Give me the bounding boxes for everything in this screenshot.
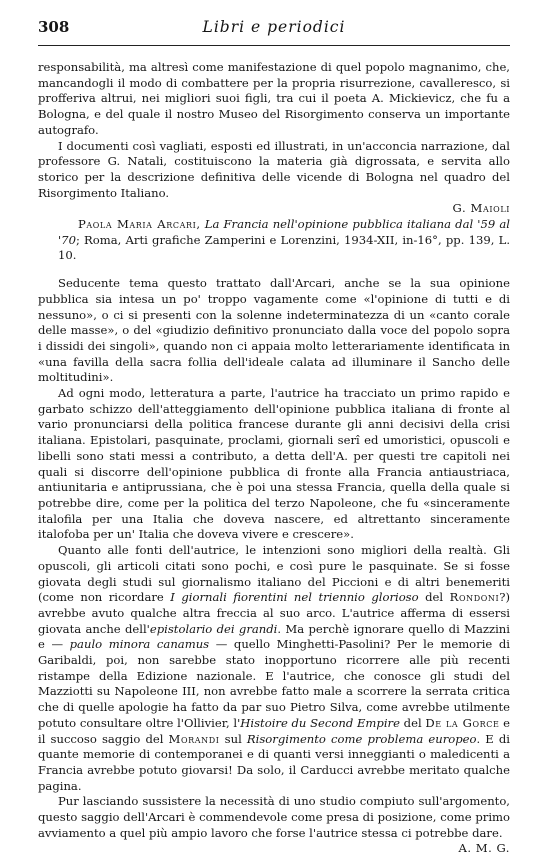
review1-paragraph-1: responsabilità, ma altresì come manifestazione di quel popolo magnanimo, che, mancandogli il modo di combattere per la propria risurrezione, cavalleresco, si profferiva altrui, nei migliori suoi figli, tra cui il poeta A. Mickievicz, che fu a Bologna, e del quale il nostro Museo del Risorgimento conserva un importante autografo.: [38, 60, 510, 137]
running-title: Libri e periodici: [202, 18, 346, 36]
review2-paragraph-2: Ad ogni modo, letteratura a parte, l'autrice ha tracciato un primo rapido e garbato schizzo dell'atteggiamento dell'opinione pubblica italiana di fronte al vario pronunciarsi della politica francese durante gli anni decisivi della crisi italiana. Epistolari, pasquinate, proclami, giornali serî ed umoristici, opuscoli e libelli sono stati messi a contributo, a detta dell'A. per questi tre capitoli nei quali si discorre dell'opinione pubblica di fronte alla Francia antiaustriaca, antiunitaria e antiprussiana, che è poi una stessa Francia, quella della quale si potrebbe dire, come per la politica del terzo Napoleone, che fu «sinceramente italofila per una Italia che doveva nascere, ed altrettanto sinceramente italofoba per un' Italia che doveva vivere e crescere».: [38, 386, 510, 542]
book-title: La Francia nell'opinione pubblica italiana dal '59 al '70: [58, 217, 510, 247]
page-header: [38, 18, 510, 42]
cited-work-title: epistolario dei grandi: [149, 621, 278, 636]
review2-paragraph-1: Seducente tema questo trattato dall'Arcari, anche se la sua opinione pubblica sia intesa un po' troppo vagamente come «l'opinione di tutti e di nessuno», o ci si presenti con la solenne indeterminatezza di un «canto corale delle masse», o del «giudizio definitivo pronunciato dalla voce del popolo sopra i dissidi dei singoli», quando non ci appaia molto letterariamente identificata in «una favilla della sacra follia dell'ideale calata ad illuminare il Sancho delle moltitudini».: [38, 276, 510, 385]
cited-author: De la Gorce: [425, 715, 500, 730]
bibliographic-entry: [38, 217, 510, 264]
review2-paragraph-3: Quanto alle fonti dell'autrice, le intenzioni sono migliori della realtà. Gli opuscoli, gli articoli citati sono pochi, e così pure le pasquinate. Se si fosse giovata degli studi sul giornalismo italiano del Piccioni e di altri benemeriti (come non ricordare I giornali fiorentini nel triennio glorioso del Rondoni?) avrebbe avuto qualche altra freccia al suo arco. L'autrice afferma di essersi giovata anche dell'epistolario dei grandi. Ma perchè ignorare quello di Mazzini e — paulo minora canamus — quello Minghetti-Pasolini? Per le memorie di Garibaldi, poi, non sarebbe stato inopportuno ricorrere alle più recenti ristampe della Edizione nazionale. E l'autrice, che conosce gli studi del Mazziotti su Napoleone III, non avrebbe fatto male a scorrere la serrata critica che di quelle apologie ha fatto da par suo Pietro Silva, come avrebbe utilmente potuto consultare oltre l'Ollivier, l'Histoire du Second Empire del De la Gorce e il succoso saggio del Morandi sul Risorgimento come problema europeo. E di quante memorie di contemporanei e di quanti versi inneggianti o maledicenti a Francia avrebbe potuto giovarsi! Da solo, il Carducci avrebbe meritato qualche pagina.: [38, 543, 511, 793]
cited-work-title: Risorgimento come problema europeo: [246, 731, 477, 746]
section-gap: [38, 264, 510, 276]
cited-author: Morandi: [168, 731, 220, 746]
header-rule: [38, 45, 510, 46]
book-publication-details: ; Roma, Arti grafiche Zamperini e Lorenzini, 1934-XII, in-16°, pp. 139, L. 10.: [58, 232, 510, 263]
review1-signature: G. Maioli: [452, 201, 510, 216]
cited-work-title: Histoire du Second Empire: [240, 715, 400, 730]
review1-paragraph-2: I documenti così vagliati, esposti ed illustrati, in un'acconcia narrazione, dal professore G. Natali, costituiscono la materia già digrossata, e servita allo storico per la descrizione definitiva delle vicende di Bologna nel quadro del Risorgimento Italiano.: [38, 138, 510, 200]
review2-signature: A. M. G.: [458, 841, 510, 856]
latin-phrase: paulo minora canamus: [69, 637, 210, 652]
book-author: Paola Maria Arcari,: [78, 217, 201, 232]
cited-work-title: I giornali fiorentini nel triennio glorioso: [170, 590, 419, 605]
page-number: 308: [38, 18, 70, 36]
review2-paragraph-4: Pur lasciando sussistere la necessità di uno studio compiuto sull'argomento, questo saggio dell'Arcari è commendevole come presa di posizione, come primo avviamento a quel più ampio lavoro che forse l'autrice stessa ci potrebbe dare.: [38, 794, 510, 840]
cited-author: Rondoni: [449, 590, 500, 605]
page-body: [38, 60, 510, 857]
